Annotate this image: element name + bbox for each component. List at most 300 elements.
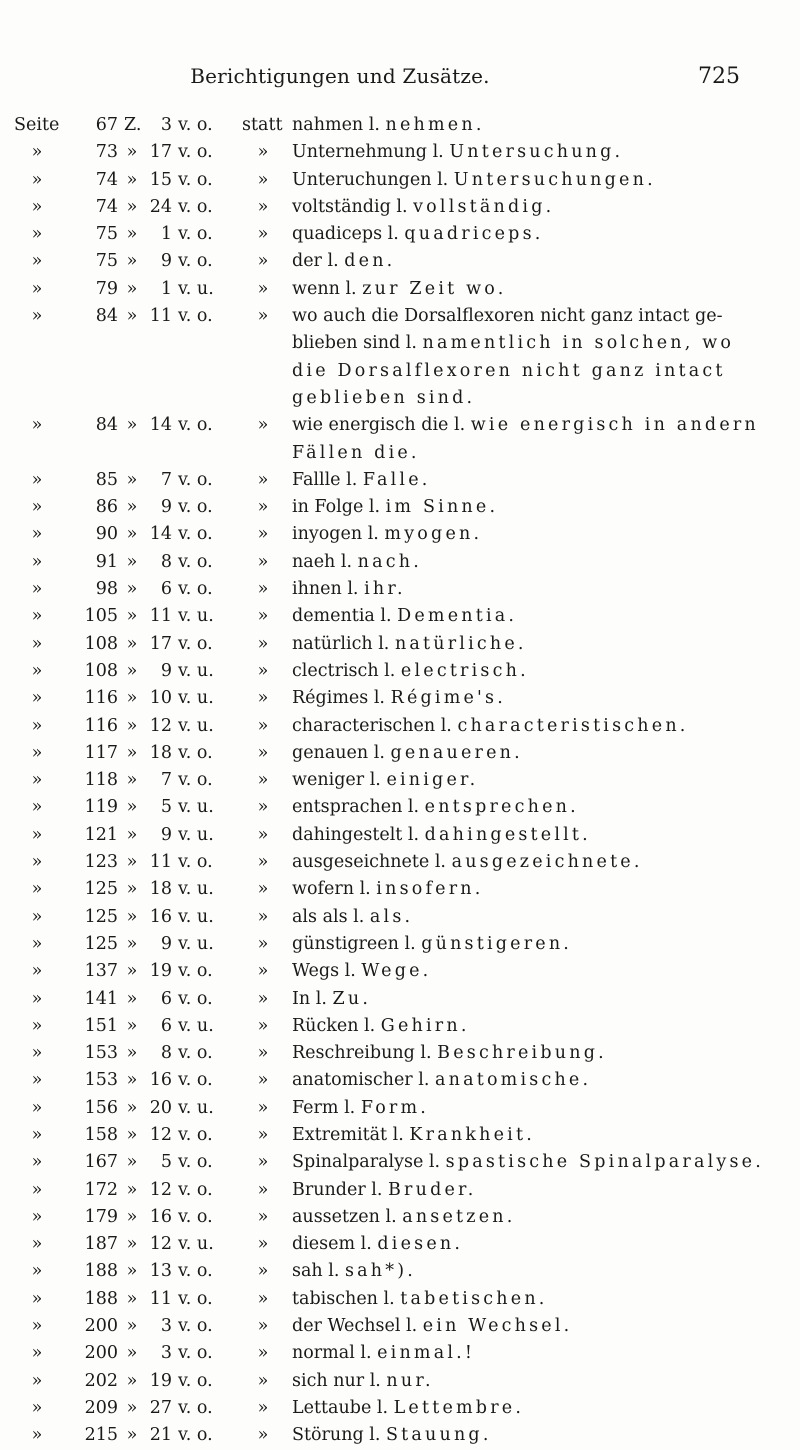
page-ref: 200 xyxy=(84,1343,118,1364)
errata-row xyxy=(0,794,800,821)
ditto-mark: » xyxy=(257,1070,269,1091)
correct-text: Wege. xyxy=(361,961,432,982)
ditto-mark: » xyxy=(257,1261,269,1282)
ditto-mark: » xyxy=(31,988,43,1009)
errata-row xyxy=(0,1231,800,1258)
correct-text: sah*). xyxy=(344,1261,417,1282)
wrong-text: sich nur xyxy=(292,1370,365,1391)
page-ref: 167 xyxy=(84,1152,118,1173)
position-ref: v. o. xyxy=(178,497,213,518)
ditto-mark: » xyxy=(31,606,43,627)
errata-row xyxy=(0,521,800,548)
line-ref: 16 xyxy=(149,1206,172,1227)
page-ref: 74 xyxy=(95,169,118,190)
errata-row xyxy=(0,603,800,630)
position-ref: v. o. xyxy=(178,1288,213,1309)
correction-text: Régimes l. Régime's. xyxy=(292,688,506,709)
correction-text: aussetzen l. ansetzen. xyxy=(292,1206,516,1227)
page-ref: 125 xyxy=(84,906,118,927)
errata-row xyxy=(0,1368,800,1395)
ditto-mark: » xyxy=(126,224,138,245)
wrong-text: weniger xyxy=(292,770,365,791)
correction-text: wofern l. insofern. xyxy=(292,879,484,900)
page-ref: 74 xyxy=(95,196,118,217)
errata-row xyxy=(0,1286,800,1313)
position-ref: v. o. xyxy=(178,524,213,545)
correct-text: characteristischen. xyxy=(457,715,689,736)
line-ref: 1 xyxy=(160,278,172,299)
page-ref: 121 xyxy=(84,824,118,845)
wrong-text: in Folge xyxy=(292,497,364,518)
ditto-mark: » xyxy=(31,879,43,900)
wrong-text: tabischen xyxy=(292,1288,378,1309)
ditto-mark: » xyxy=(126,196,138,217)
errata-row xyxy=(0,958,800,985)
correct-text: zur Zeit wo. xyxy=(362,278,507,299)
page-ref: 85 xyxy=(95,469,118,490)
position-ref: v. o. xyxy=(178,551,213,572)
position-ref: v. u. xyxy=(178,278,214,299)
ditto-mark: » xyxy=(257,988,269,1009)
wrong-text: Unternehmung xyxy=(292,142,428,163)
correction-text: wie energisch die l. wie energisch in andern Fällen die. xyxy=(292,415,759,463)
correction-text: der Wechsel l. ein Wechsel. xyxy=(292,1316,573,1337)
correction-text: tabischen l. tabetischen. xyxy=(292,1288,548,1309)
errata-row xyxy=(0,876,800,903)
ditto-mark: » xyxy=(257,251,269,272)
ditto-mark: » xyxy=(31,961,43,982)
position-ref: v. o. xyxy=(178,251,213,272)
ditto-mark: » xyxy=(126,579,138,600)
wrong-text: natürlich xyxy=(292,633,373,654)
page-ref: 158 xyxy=(84,1124,118,1145)
correction-text: dahingestelt l. dahingestellt. xyxy=(292,824,591,845)
errata-row xyxy=(0,494,800,521)
errata-row xyxy=(0,139,800,166)
ditto-mark: » xyxy=(31,551,43,572)
ditto-mark: » xyxy=(257,1124,269,1145)
errata-list xyxy=(0,112,800,1450)
position-ref: v. o. xyxy=(178,1425,213,1446)
line-ref: 11 xyxy=(149,606,172,627)
ditto-mark: » xyxy=(31,1288,43,1309)
correction-text: Spinalparalyse l. spastische Spinalparalyse. xyxy=(292,1152,764,1173)
line-ref: 18 xyxy=(149,879,172,900)
ditto-mark: » xyxy=(126,770,138,791)
wrong-text: entsprachen xyxy=(292,797,403,818)
ditto-mark: » xyxy=(257,1234,269,1255)
ditto-mark: » xyxy=(31,933,43,954)
wrong-text: naeh xyxy=(292,551,336,572)
page-ref: 90 xyxy=(95,524,118,545)
ditto-mark: » xyxy=(31,524,43,545)
correct-text: Dementia. xyxy=(397,606,518,627)
page-ref: 200 xyxy=(84,1316,118,1337)
page-ref: 172 xyxy=(84,1179,118,1200)
ditto-mark: » xyxy=(257,1152,269,1173)
ditto-mark: » xyxy=(126,1288,138,1309)
page-ref: 187 xyxy=(84,1234,118,1255)
errata-row xyxy=(0,822,800,849)
ditto-mark: » xyxy=(31,1343,43,1364)
errata-row xyxy=(0,986,800,1013)
position-ref: v. u. xyxy=(178,715,214,736)
wrong-text: nahmen xyxy=(292,115,364,135)
ditto-mark: » xyxy=(31,1316,43,1337)
ditto-mark: » xyxy=(126,1043,138,1064)
ditto-mark: » xyxy=(257,1425,269,1446)
page-number: 725 xyxy=(698,64,740,89)
position-ref: v. o. xyxy=(178,1316,213,1337)
ditto-mark: » xyxy=(257,1097,269,1118)
line-ref: 6 xyxy=(160,579,172,600)
position-ref: v. o. xyxy=(178,1343,213,1364)
ditto-mark: » xyxy=(31,306,43,327)
wrong-text: günstigreen xyxy=(292,933,399,954)
correction-text: Rücken l. Gehirn. xyxy=(292,1015,470,1036)
ditto-mark: » xyxy=(126,469,138,490)
position-ref: v. u. xyxy=(178,824,214,845)
position-ref: v. o. xyxy=(178,633,213,654)
line-ref: 20 xyxy=(149,1097,172,1118)
correction-text: Wegs l. Wege. xyxy=(292,961,432,982)
ditto-mark: » xyxy=(257,196,269,217)
correct-text: Falle. xyxy=(362,469,431,490)
page-ref: 73 xyxy=(95,142,118,163)
wrong-text: ihnen xyxy=(292,579,342,600)
position-ref: v. u. xyxy=(178,797,214,818)
correct-text: günstigeren. xyxy=(421,933,573,954)
ditto-mark: » xyxy=(31,824,43,845)
ditto-mark: » xyxy=(257,1043,269,1064)
correct-text: tabetischen. xyxy=(400,1288,548,1309)
page-ref: 137 xyxy=(84,961,118,982)
errata-row xyxy=(0,1067,800,1094)
ditto-mark: » xyxy=(31,196,43,217)
ditto-mark: » xyxy=(31,633,43,654)
wrong-text: als als xyxy=(292,906,348,927)
page-ref: 209 xyxy=(84,1397,118,1418)
correct-text: anatomische. xyxy=(434,1070,592,1091)
wrong-text: wie energisch die xyxy=(292,415,449,436)
wrong-text: Extremität xyxy=(292,1124,388,1145)
position-ref: v. o. xyxy=(178,1124,213,1145)
correct-text: electrisch. xyxy=(400,660,529,681)
ditto-mark: » xyxy=(257,852,269,873)
correction-text: Reschreibung l. Beschreibung. xyxy=(292,1043,607,1064)
correct-text: spastische Spinalparalyse. xyxy=(445,1152,764,1173)
errata-row xyxy=(0,467,800,494)
ditto-mark: » xyxy=(257,770,269,791)
wrong-text: diesem xyxy=(292,1234,356,1255)
line-ref: 16 xyxy=(149,906,172,927)
page-ref: 116 xyxy=(84,715,118,736)
correct-text: Bruder. xyxy=(388,1179,477,1200)
ditto-mark: » xyxy=(257,224,269,245)
wrong-text: sah xyxy=(292,1261,323,1282)
position-ref: v. o. xyxy=(178,961,213,982)
errata-row xyxy=(0,221,800,248)
line-ref: 3 xyxy=(160,1343,172,1364)
correction-text: genauen l. genaueren. xyxy=(292,742,523,763)
line-ref: 27 xyxy=(149,1397,172,1418)
ditto-mark: » xyxy=(31,1043,43,1064)
position-ref: v. o. xyxy=(178,1179,213,1200)
line-ref: 8 xyxy=(160,1043,172,1064)
page-ref: 125 xyxy=(84,879,118,900)
line-ref: 5 xyxy=(160,1152,172,1173)
wrong-text: der Wechsel xyxy=(292,1316,401,1337)
ditto-mark: » xyxy=(126,1070,138,1091)
correction-text: Unteruchungen l. Untersuchungen. xyxy=(292,169,656,190)
position-ref: v. u. xyxy=(178,606,214,627)
ditto-mark: » xyxy=(126,251,138,272)
correct-text: einmal.! xyxy=(377,1343,476,1364)
ditto-mark: » xyxy=(31,1097,43,1118)
line-ref: 10 xyxy=(149,688,172,709)
ditto-mark: » xyxy=(126,961,138,982)
page-ref: 119 xyxy=(84,797,118,818)
ditto-mark: » xyxy=(126,906,138,927)
page-ref: 215 xyxy=(84,1425,118,1446)
errata-row xyxy=(0,112,800,139)
ditto-mark: » xyxy=(31,688,43,709)
correct-text: Untersuchungen. xyxy=(453,169,656,190)
page-ref: 153 xyxy=(84,1070,118,1091)
ditto-mark: » xyxy=(257,551,269,572)
position-ref: v. o. xyxy=(178,852,213,873)
position-ref: v. u. xyxy=(178,660,214,681)
ditto-mark: » xyxy=(126,633,138,654)
correct-text: Gehirn. xyxy=(380,1015,470,1036)
page-ref: 67 xyxy=(95,115,118,135)
ditto-mark: » xyxy=(126,852,138,873)
errata-row xyxy=(0,631,800,658)
ditto-mark: » xyxy=(31,660,43,681)
line-ref: 6 xyxy=(160,1015,172,1036)
ditto-mark: » xyxy=(126,1261,138,1282)
ditto-mark: » xyxy=(257,1206,269,1227)
wrong-text: wenn xyxy=(292,278,340,299)
ditto-mark: » xyxy=(126,1152,138,1173)
errata-row xyxy=(0,1422,800,1449)
ditto-mark: » xyxy=(257,579,269,600)
correct-text: natürliche. xyxy=(394,633,527,654)
correction-text: Unternehmung l. Untersuchung. xyxy=(292,142,624,163)
ditto-mark: » xyxy=(126,824,138,845)
wrong-text: Rücken xyxy=(292,1015,359,1036)
ditto-mark: » xyxy=(31,1070,43,1091)
correct-text: ihr. xyxy=(364,579,406,600)
line-ref: 19 xyxy=(149,1370,172,1391)
line-ref: 12 xyxy=(149,715,172,736)
ditto-mark: » xyxy=(126,1179,138,1200)
ditto-mark: » xyxy=(31,142,43,163)
wrong-text: Spinalparalyse xyxy=(292,1152,424,1173)
ditto-mark: » xyxy=(257,879,269,900)
ditto-mark: » xyxy=(126,1397,138,1418)
correction-text: sich nur l. nur. xyxy=(292,1370,434,1391)
errata-row xyxy=(0,1395,800,1422)
correction-text: Ferm l. Form. xyxy=(292,1097,430,1118)
correction-text: natürlich l. natürliche. xyxy=(292,633,527,654)
line-ref: 5 xyxy=(160,797,172,818)
position-ref: v. o. xyxy=(178,469,213,490)
page-ref: 125 xyxy=(84,933,118,954)
ditto-mark: » xyxy=(31,1124,43,1145)
line-ref: 24 xyxy=(149,196,172,217)
correct-text: dahingestellt. xyxy=(424,824,591,845)
line-ref: 11 xyxy=(149,306,172,327)
page-ref: 118 xyxy=(84,770,118,791)
page-ref: 108 xyxy=(84,660,118,681)
line-ref: 12 xyxy=(149,1179,172,1200)
page-ref: 123 xyxy=(84,852,118,873)
correction-text: characterischen l. characteristischen. xyxy=(292,715,689,736)
correction-text: ihnen l. ihr. xyxy=(292,579,406,600)
ditto-mark: » xyxy=(257,1179,269,1200)
correction-text: wo auch die Dorsalflexoren nicht ganz intact ge- blieben sind l. namentlich in solchen, wo die Dorsalflexoren nicht ganz intact geblieben sind. xyxy=(292,306,735,408)
line-ref: 3 xyxy=(160,115,172,135)
page-ref: 91 xyxy=(95,551,118,572)
ditto-mark: » xyxy=(126,742,138,763)
ditto-mark: » xyxy=(31,278,43,299)
correct-text: Form. xyxy=(360,1097,430,1118)
wrong-text: Lettaube xyxy=(292,1397,372,1418)
line-ref: 11 xyxy=(149,1288,172,1309)
ditto-mark: » xyxy=(257,1316,269,1337)
errata-row xyxy=(0,1095,800,1122)
wrong-text: ausgeseichnete xyxy=(292,852,430,873)
ditto-mark: » xyxy=(257,1397,269,1418)
ditto-mark: » xyxy=(126,306,138,327)
ditto-mark: » xyxy=(126,606,138,627)
line-ref: 11 xyxy=(149,852,172,873)
page-ref: 141 xyxy=(84,988,118,1009)
correct-text: im Sinne. xyxy=(385,497,499,518)
page-ref: 188 xyxy=(84,1261,118,1282)
ditto-mark: » xyxy=(257,415,269,436)
page-ref: 151 xyxy=(84,1015,118,1036)
correction-text: wenn l. zur Zeit wo. xyxy=(292,278,507,299)
correct-text: Lettembre. xyxy=(393,1397,525,1418)
wrong-text: Ferm xyxy=(292,1097,339,1118)
errata-row xyxy=(0,1204,800,1231)
correct-text: Régime's. xyxy=(390,688,506,709)
errata-row xyxy=(0,713,800,740)
ditto-mark: » xyxy=(31,1234,43,1255)
ditto-mark: » xyxy=(257,742,269,763)
correct-text: nehmen. xyxy=(385,115,485,135)
wrong-text: clectrisch xyxy=(292,660,379,681)
page-ref: 188 xyxy=(84,1288,118,1309)
page-ref: 108 xyxy=(84,633,118,654)
ditto-mark: » xyxy=(126,1343,138,1364)
ditto-mark: » xyxy=(126,551,138,572)
correction-text: anatomischer l. anatomische. xyxy=(292,1070,592,1091)
ditto-mark: » xyxy=(31,742,43,763)
wrong-text: Reschreibung xyxy=(292,1043,415,1064)
ditto-mark: » xyxy=(126,278,138,299)
correction-text: entsprachen l. entsprechen. xyxy=(292,797,579,818)
ditto-mark: » xyxy=(257,606,269,627)
position-ref: v. o. xyxy=(178,1370,213,1391)
correction-text: Extremität l. Krankheit. xyxy=(292,1124,535,1145)
wrong-text: inyogen xyxy=(292,524,363,545)
correct-text: vollständig. xyxy=(413,196,555,217)
seite-label: Seite xyxy=(14,115,60,135)
errata-row xyxy=(0,412,800,467)
ditto-mark: » xyxy=(126,1316,138,1337)
wrong-text: Fallle xyxy=(292,469,341,490)
position-ref: v. u. xyxy=(178,879,214,900)
correct-text: wie energisch in andern Fällen die. xyxy=(292,415,759,463)
correction-text: In l. Zu. xyxy=(292,988,372,1009)
ditto-mark: » xyxy=(126,1015,138,1036)
correct-text: insofern. xyxy=(376,879,484,900)
line-ref: 7 xyxy=(160,469,172,490)
correct-text: nach. xyxy=(357,551,422,572)
wrong-text: Wegs xyxy=(292,961,340,982)
ditto-mark: » xyxy=(126,797,138,818)
line-ref: 14 xyxy=(149,415,172,436)
ditto-mark: » xyxy=(31,1015,43,1036)
wrong-text: Unteruchungen xyxy=(292,169,432,190)
ditto-mark: » xyxy=(31,1261,43,1282)
wrong-text: Störung xyxy=(292,1425,364,1446)
ditto-mark: » xyxy=(257,1015,269,1036)
line-ref: 21 xyxy=(149,1425,172,1446)
position-ref: v. u. xyxy=(178,933,214,954)
correction-text: normal l. einmal.! xyxy=(292,1343,476,1364)
page-ref: 98 xyxy=(95,579,118,600)
correct-text: ausgezeichnete. xyxy=(451,852,643,873)
wrong-text: quadiceps xyxy=(292,224,383,245)
correct-text: genaueren. xyxy=(390,742,523,763)
correction-text: diesem l. diesen. xyxy=(292,1234,464,1255)
line-ref: 19 xyxy=(149,961,172,982)
correct-text: quadriceps. xyxy=(404,224,544,245)
correct-text: namentlich in solchen, wo die Dorsalflexoren nicht ganz intact geblieben sind. xyxy=(292,333,735,408)
ditto-mark: » xyxy=(31,251,43,272)
line-ref: 12 xyxy=(149,1234,172,1255)
running-header xyxy=(40,64,740,94)
ditto-mark: » xyxy=(126,169,138,190)
ditto-mark: » xyxy=(31,415,43,436)
ditto-mark: » xyxy=(31,169,43,190)
page-ref: 179 xyxy=(84,1206,118,1227)
position-ref: v. o. xyxy=(178,306,213,327)
wrong-text: Régimes xyxy=(292,688,369,709)
ditto-mark: » xyxy=(126,415,138,436)
errata-row xyxy=(0,276,800,303)
position-ref: v. o. xyxy=(178,1397,213,1418)
line-ref: 7 xyxy=(160,770,172,791)
position-ref: v. o. xyxy=(178,1043,213,1064)
errata-row xyxy=(0,849,800,876)
correction-text: quadiceps l. quadriceps. xyxy=(292,224,544,245)
line-ref: 13 xyxy=(149,1261,172,1282)
correction-text: Brunder l. Bruder. xyxy=(292,1179,477,1200)
errata-row xyxy=(0,658,800,685)
wrong-text: Brunder xyxy=(292,1179,366,1200)
correction-text: günstigreen l. günstigeren. xyxy=(292,933,573,954)
line-ref: 16 xyxy=(149,1070,172,1091)
ditto-mark: » xyxy=(257,961,269,982)
line-ref: 15 xyxy=(149,169,172,190)
errata-row xyxy=(0,549,800,576)
page-ref: 156 xyxy=(84,1097,118,1118)
